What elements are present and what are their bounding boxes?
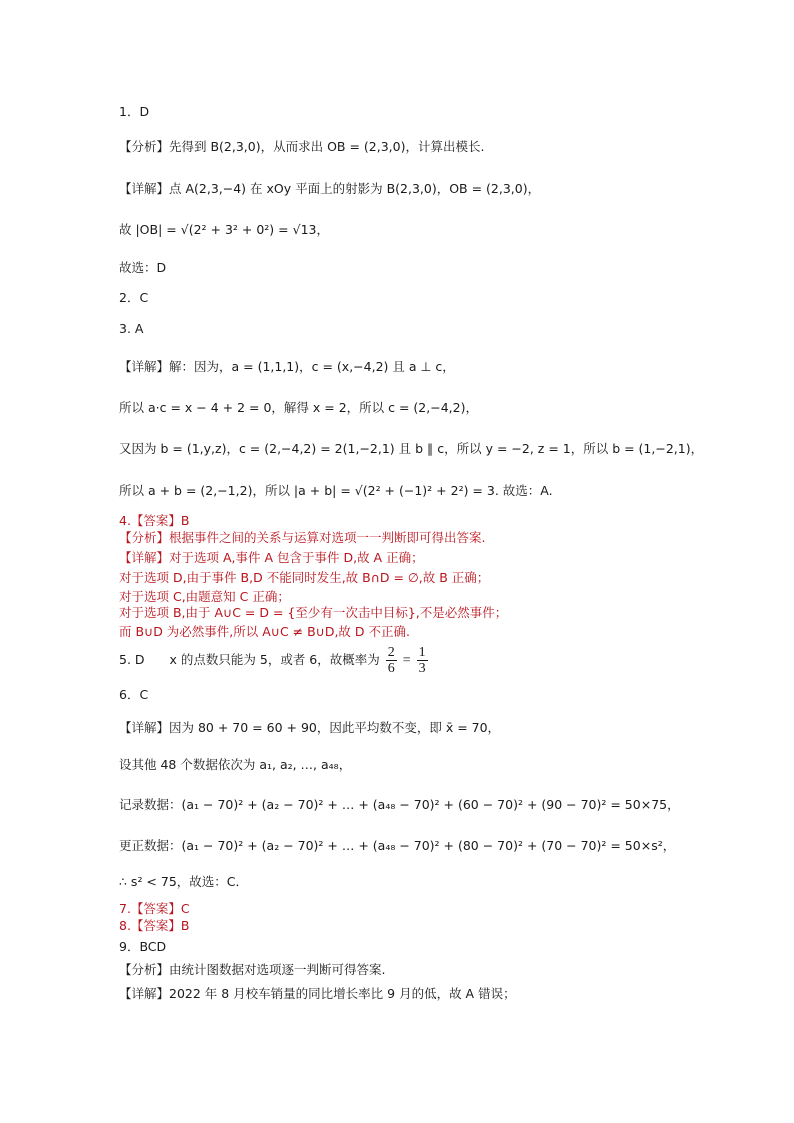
equals-sign: =	[402, 653, 411, 668]
answer-8: 8.【答案】B	[119, 918, 190, 933]
fraction-1-3: $\frac{1}{3}$	[418, 645, 426, 676]
detail-3-line-3: 又因为 b = (1,y,z)，c = (2,−4,2) = 2(1,−2,1) 且 b ∥ c，所以 y = −2, z = 1，所以 b = (1,−2,1)，	[119, 441, 704, 456]
detail-4-line-1: 【详解】对于选项 A,事件 A 包含于事件 D,故 A 正确；	[119, 550, 424, 565]
detail-1: 【详解】点 A(2,3,−4) 在 xOy 平面上的射影为 B(2,3,0)，OB = (2,3,0)，	[119, 181, 541, 196]
detail-6-corrected: 更正数据：(a₁ − 70)² + (a₂ − 70)² + … + (a₄₈ − 70)² + (80 − 70)² + (70 − 70)² = 50×s²，	[119, 838, 676, 853]
detail-9: 【详解】2022 年 8 月校车销量的同比增长率比 9 月的低，故 A 错误；	[119, 986, 516, 1001]
answer-7: 7.【答案】C	[119, 901, 190, 916]
detail-1-modulus: 故 |OB| = √(2² + 3² + 0²) = √13，	[119, 222, 329, 237]
detail-4-line-4: 对于选项 B,由于 A∪C = D = {至少有一次击中目标},不是必然事件；	[119, 605, 508, 620]
fraction-2-6: $\frac{2}{6}$	[387, 645, 395, 676]
answer-1: 1．D	[119, 104, 150, 119]
analysis-9: 【分析】由统计图数据对选项逐一判断可得答案.	[119, 962, 386, 977]
answer-2: 2．C	[119, 290, 149, 305]
detail-3-line-1: 【详解】解：因为，a = (1,1,1)，c = (x,−4,2) 且 a ⊥ c，	[119, 359, 455, 374]
detail-4-line-2: 对于选项 D,由于事件 B,D 不能同时发生,故 B∩D = ∅,故 B 正确；	[119, 570, 490, 585]
answer-4: 4.【答案】B	[119, 513, 190, 528]
detail-4-line-3: 对于选项 C,由题意知 C 正确；	[119, 589, 290, 604]
analysis-4: 【分析】根据事件之间的关系与运算对选项一一判断即可得出答案.	[119, 530, 486, 545]
analysis-1: 【分析】先得到 B(2,3,0)，从而求出 OB = (2,3,0)，计算出模长.	[119, 139, 485, 154]
detail-6-record: 记录数据：(a₁ − 70)² + (a₂ − 70)² + … + (a₄₈ − 70)² + (60 − 70)² + (90 − 70)² = 50×75，	[119, 797, 680, 812]
detail-4-line-5: 而 B∪D 为必然事件,所以 A∪C ≠ B∪D,故 D 不正确.	[119, 624, 410, 639]
detail-6-line-2: 设其他 48 个数据依次为 a₁, a₂, …, a₄₈，	[119, 757, 352, 772]
choice-1: 故选：D	[119, 260, 167, 275]
answer-6: 6．C	[119, 687, 149, 702]
detail-3-line-4: 所以 a + b = (2,−1,2)，所以 |a + b| = √(2² + (−1)² + 2²) = 3. 故选：A.	[119, 483, 553, 498]
answer-5	[119, 645, 430, 676]
detail-6-conclusion: ∴ s² < 75，故选：C．	[119, 874, 249, 889]
answer-3: 3. A	[119, 321, 144, 336]
answer-5-text: 5. D x 的点数只能为 5，或者 6，故概率为	[119, 652, 380, 667]
answer-9: 9．BCD	[119, 939, 167, 954]
detail-3-line-2: 所以 a·c = x − 4 + 2 = 0，解得 x = 2，所以 c = (2,−4,2)，	[119, 400, 478, 415]
detail-6-line-1: 【详解】因为 80 + 70 = 60 + 90，因此平均数不变，即 x̄ = 70，	[119, 720, 501, 735]
